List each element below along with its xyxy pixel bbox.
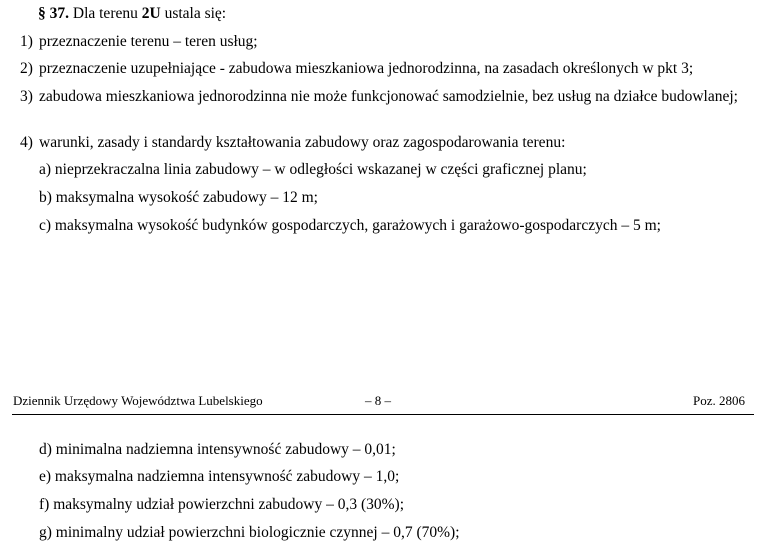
subitem-text: d) minimalna nadziemna intensywność zabudowy – 0,01; xyxy=(39,441,396,458)
subitem-text: f) maksymalny udział powierzchni zabudowy – 0,3 (30%); xyxy=(39,496,405,513)
subitem-text: b) maksymalna wysokość zabudowy – 12 m; xyxy=(39,189,318,206)
journal-name: Dziennik Urzędowy Województwa Lubelskiego xyxy=(13,393,263,408)
item-text: przeznaczenie uzupełniające - zabudowa mieszkaniowa jednorodzinna, na zasadach określonych w pkt 3; xyxy=(39,60,694,77)
page-number: – 8 – xyxy=(365,393,391,408)
item-text: zabudowa mieszkaniowa jednorodzinna nie może funkcjonować samodzielnie, bez usług na działce budowlanej; xyxy=(39,88,738,105)
section-heading xyxy=(38,5,226,23)
item-number: 1) xyxy=(20,33,33,50)
item-text: przeznaczenie terenu – teren usług; xyxy=(39,33,258,50)
item-number: 4) xyxy=(20,134,33,151)
section-mark: § 37. xyxy=(38,5,69,22)
item-text: warunki, zasady i standardy kształtowania zabudowy oraz zagospodarowania terenu: xyxy=(39,134,566,151)
subitem-text: g) minimalny udział powierzchni biologicznie czynnej – 0,7 (70%); xyxy=(39,524,460,541)
section-intro-end: ustala się: xyxy=(164,5,227,22)
item-number: 2) xyxy=(20,60,33,77)
section-intro: Dla terenu xyxy=(72,5,138,22)
footer-divider xyxy=(12,414,754,415)
zone-code: 2U xyxy=(141,5,161,22)
item-number: 3) xyxy=(20,88,33,105)
subitem-text: e) maksymalna nadziemna intensywność zabudowy – 1,0; xyxy=(39,468,400,485)
position-number: Poz. 2806 xyxy=(693,393,745,408)
subitem-text: a) nieprzekraczalna linia zabudowy – w odległości wskazanej w części graficznej planu; xyxy=(39,161,587,178)
subitem-text: c) maksymalna wysokość budynków gospodarczych, garażowych i garażowo-gospodarczych – 5 m; xyxy=(39,217,661,234)
